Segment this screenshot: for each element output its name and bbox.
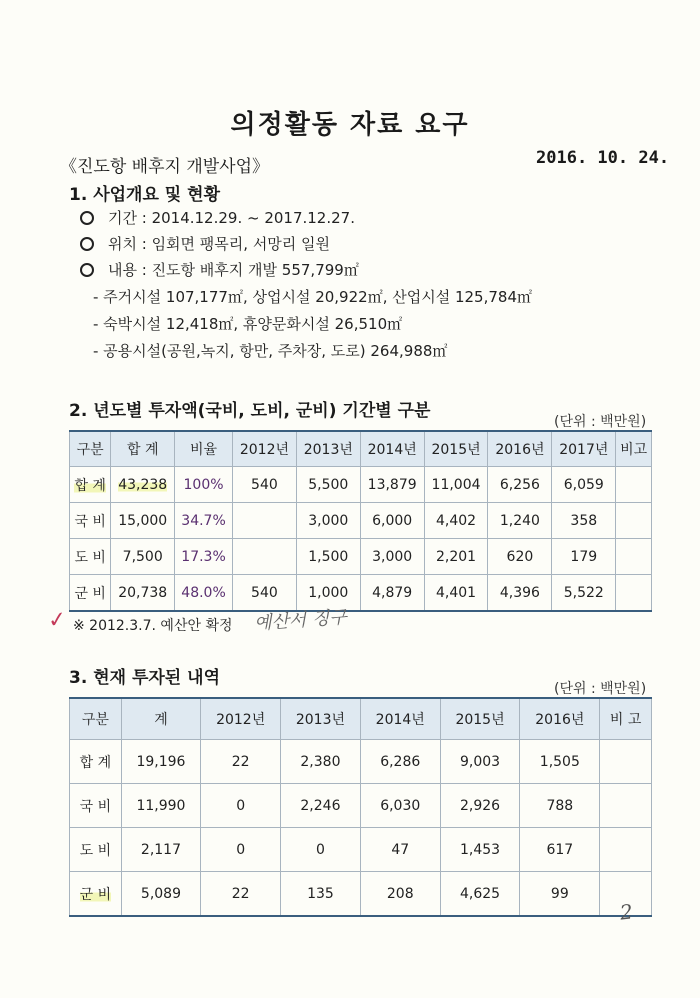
- current-investment-table: [69, 697, 652, 917]
- table-row: [70, 828, 652, 872]
- table-cell: 17.3%: [175, 539, 233, 575]
- section1-heading: 1. 사업개요 및 현황: [69, 185, 220, 205]
- table-cell: 788: [520, 784, 600, 828]
- row-label: 국 비: [70, 784, 122, 828]
- page-number: 2: [618, 899, 634, 925]
- table-cell: 11,990: [121, 784, 201, 828]
- table-row: [70, 784, 652, 828]
- table-cell: 2,117: [121, 828, 201, 872]
- table-cell: 4,396: [488, 575, 552, 612]
- section3-heading: 3. 현재 투자된 내역: [69, 668, 220, 688]
- table-cell: 100%: [175, 467, 233, 503]
- table-row: [70, 467, 652, 503]
- facility-item: - 숙박시설 12,418㎡, 휴양문화시설 26,510㎡: [93, 315, 403, 333]
- circle-bullet-icon: [80, 211, 94, 225]
- table-cell: [600, 828, 652, 872]
- column-header: 비고: [616, 431, 652, 467]
- table-cell: 4,401: [424, 575, 488, 612]
- table-cell: [616, 467, 652, 503]
- table-cell: 1,505: [520, 740, 600, 784]
- table-cell: 2,926: [440, 784, 520, 828]
- table-cell: 1,500: [296, 539, 360, 575]
- column-header: 2016년: [488, 431, 552, 467]
- column-header: 비 고: [600, 698, 652, 740]
- row-label: 군 비: [70, 575, 111, 612]
- budget-note: ※ 2012.3.7. 예산안 확정: [73, 618, 233, 634]
- table-cell: 2,380: [281, 740, 361, 784]
- table-cell: 2,201: [424, 539, 488, 575]
- handwritten-note: 예산서 징구: [253, 606, 348, 635]
- table-cell: 4,879: [360, 575, 424, 612]
- table-cell: [232, 539, 296, 575]
- project-name: 《진도항 배후지 개발사업》: [60, 157, 270, 177]
- table-row: [70, 539, 652, 575]
- table-cell: 358: [552, 503, 616, 539]
- overview-item: 기간 : 2014.12.29. ~ 2017.12.27.: [80, 207, 355, 228]
- row-label: 국 비: [70, 503, 111, 539]
- facility-item: - 주거시설 107,177㎡, 상업시설 20,922㎡, 산업시설 125,784㎡: [93, 288, 532, 306]
- table-cell: 3,000: [360, 539, 424, 575]
- check-mark-icon: ✓: [46, 607, 68, 634]
- table-cell: 540: [232, 467, 296, 503]
- circle-bullet-icon: [80, 263, 94, 277]
- table-cell: 7,500: [111, 539, 175, 575]
- table-row: [70, 503, 652, 539]
- table-row: [70, 872, 652, 917]
- column-header: 2016년: [520, 698, 600, 740]
- table-cell: 540: [232, 575, 296, 612]
- table-cell: [616, 575, 652, 612]
- table-cell: 0: [281, 828, 361, 872]
- row-label: 합 계: [70, 467, 111, 503]
- page-title: 의정활동 자료 요구: [230, 110, 470, 140]
- column-header: 비율: [175, 431, 233, 467]
- table-cell: 19,196: [121, 740, 201, 784]
- column-header: 2014년: [360, 698, 440, 740]
- column-header: 합 계: [111, 431, 175, 467]
- column-header: 2013년: [296, 431, 360, 467]
- table-cell: [600, 784, 652, 828]
- column-header: 2012년: [201, 698, 281, 740]
- table-cell: 5,500: [296, 467, 360, 503]
- table-cell: 34.7%: [175, 503, 233, 539]
- circle-bullet-icon: [80, 237, 94, 251]
- table-row: [70, 575, 652, 612]
- row-label: 도 비: [70, 828, 122, 872]
- table-cell: 20,738: [111, 575, 175, 612]
- table-cell: 0: [201, 828, 281, 872]
- unit-label: (단위 : 백만원): [554, 414, 647, 430]
- table-cell: 135: [281, 872, 361, 917]
- table-cell: 208: [360, 872, 440, 917]
- table-cell: 9,003: [440, 740, 520, 784]
- table-cell: [232, 503, 296, 539]
- column-header: 2013년: [281, 698, 361, 740]
- table-cell: 1,240: [488, 503, 552, 539]
- table-cell: 13,879: [360, 467, 424, 503]
- overview-item: 내용 : 진도항 배후지 개발 557,799㎡: [80, 259, 359, 280]
- section2-heading: 2. 년도별 투자액(국비, 도비, 군비) 기간별 구분: [69, 401, 431, 421]
- table-cell: 1,000: [296, 575, 360, 612]
- table-cell: 15,000: [111, 503, 175, 539]
- table-cell: 1,453: [440, 828, 520, 872]
- table-cell: 2,246: [281, 784, 361, 828]
- facility-item: - 공용시설(공원,녹지, 항만, 주차장, 도로) 264,988㎡: [93, 342, 448, 360]
- table-row: [70, 740, 652, 784]
- unit-label: (단위 : 백만원): [554, 681, 647, 697]
- table-cell: [616, 539, 652, 575]
- table-cell: 43,238: [111, 467, 175, 503]
- table-cell: 5,089: [121, 872, 201, 917]
- table-cell: 3,000: [296, 503, 360, 539]
- overview-item: 위치 : 임회면 팽목리, 서망리 일원: [80, 233, 330, 254]
- table-cell: 4,402: [424, 503, 488, 539]
- table-cell: [616, 503, 652, 539]
- table-cell: 6,256: [488, 467, 552, 503]
- table-cell: 22: [201, 872, 281, 917]
- table-cell: 4,625: [440, 872, 520, 917]
- row-label: 도 비: [70, 539, 111, 575]
- table-cell: 6,030: [360, 784, 440, 828]
- column-header: 2015년: [440, 698, 520, 740]
- table-cell: 11,004: [424, 467, 488, 503]
- column-header: 계: [121, 698, 201, 740]
- table-cell: 47: [360, 828, 440, 872]
- table-cell: 22: [201, 740, 281, 784]
- row-label: 합 계: [70, 740, 122, 784]
- column-header: 2014년: [360, 431, 424, 467]
- table-cell: 620: [488, 539, 552, 575]
- table-cell: 48.0%: [175, 575, 233, 612]
- column-header: 2012년: [232, 431, 296, 467]
- table-header-row: [70, 698, 652, 740]
- table-cell: 179: [552, 539, 616, 575]
- row-label: 군 비: [70, 872, 122, 917]
- investment-by-year-table: [69, 430, 652, 612]
- table-cell: 99: [520, 872, 600, 917]
- document-date: 2016. 10. 24.: [536, 148, 670, 168]
- table-cell: 6,286: [360, 740, 440, 784]
- table-header-row: [70, 431, 652, 467]
- table-cell: 617: [520, 828, 600, 872]
- table-cell: 5,522: [552, 575, 616, 612]
- table-cell: 6,059: [552, 467, 616, 503]
- column-header: 구분: [70, 431, 111, 467]
- table-cell: 6,000: [360, 503, 424, 539]
- column-header: 2017년: [552, 431, 616, 467]
- table-cell: [600, 740, 652, 784]
- column-header: 구분: [70, 698, 122, 740]
- table-cell: 0: [201, 784, 281, 828]
- column-header: 2015년: [424, 431, 488, 467]
